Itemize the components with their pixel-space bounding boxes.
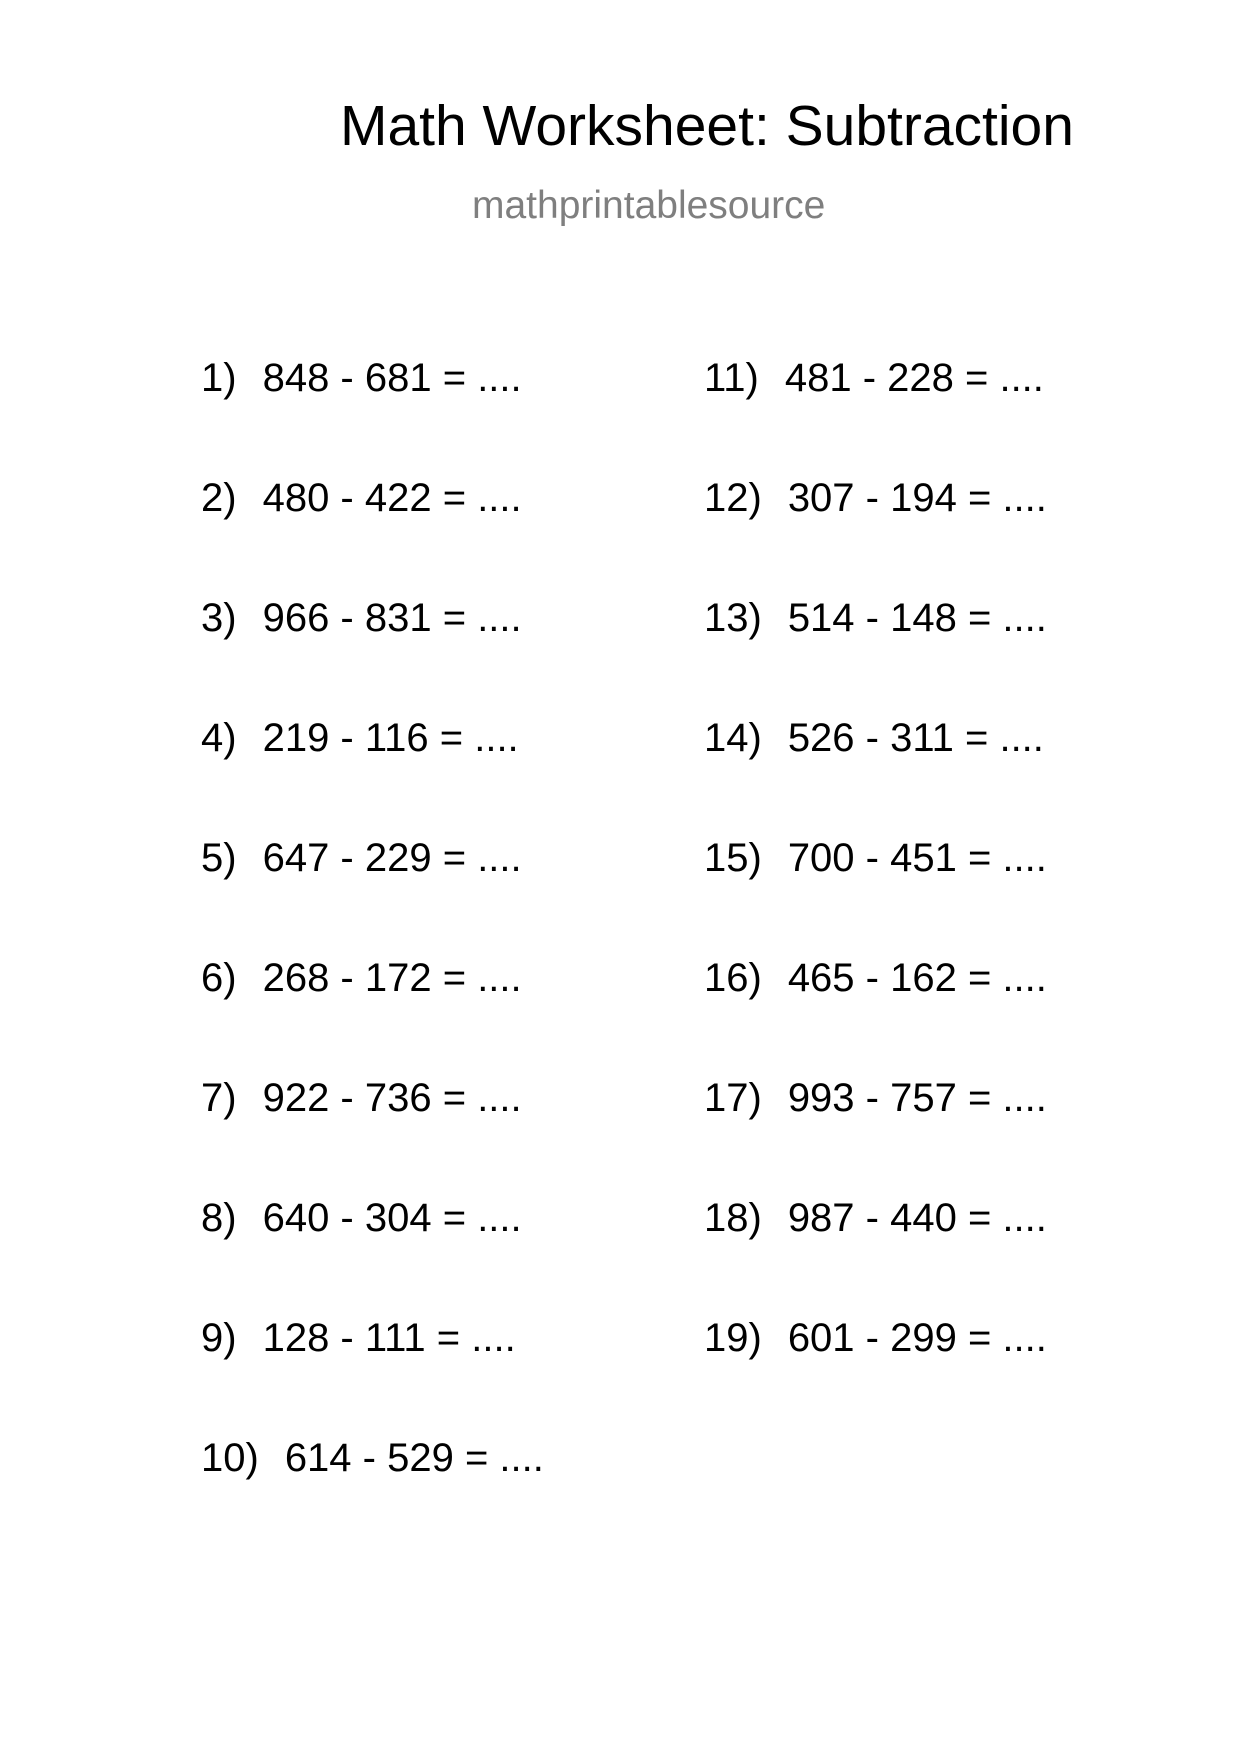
problem-expression: 128 - 111 = .... bbox=[262, 1316, 516, 1360]
problem-number: 18) bbox=[704, 1196, 762, 1240]
problem-number: 7) bbox=[201, 1076, 237, 1120]
problem-number: 14) bbox=[704, 716, 762, 760]
problem-expression: 993 - 757 = .... bbox=[787, 1076, 1047, 1120]
problem-item bbox=[704, 1198, 1047, 1238]
problem-item bbox=[201, 838, 522, 878]
problem-item bbox=[201, 958, 522, 998]
problem-item bbox=[201, 1318, 516, 1358]
problem-item bbox=[704, 358, 1044, 398]
problem-expression: 268 - 172 = .... bbox=[262, 956, 522, 1000]
problem-number: 9) bbox=[201, 1316, 237, 1360]
problem-expression: 614 - 529 = .... bbox=[284, 1436, 544, 1480]
problem-expression: 480 - 422 = .... bbox=[262, 476, 522, 520]
problem-item bbox=[704, 718, 1044, 758]
problem-expression: 647 - 229 = .... bbox=[262, 836, 522, 880]
problem-item bbox=[704, 478, 1047, 518]
problem-expression: 601 - 299 = .... bbox=[787, 1316, 1047, 1360]
problem-number: 10) bbox=[201, 1436, 259, 1480]
source-label: mathprintablesource bbox=[472, 184, 826, 227]
problem-expression: 481 - 228 = .... bbox=[784, 356, 1044, 400]
problem-expression: 987 - 440 = .... bbox=[787, 1196, 1047, 1240]
problem-item bbox=[201, 1078, 522, 1118]
problem-item bbox=[201, 1198, 522, 1238]
problem-number: 6) bbox=[201, 956, 237, 1000]
problem-expression: 640 - 304 = .... bbox=[262, 1196, 522, 1240]
problem-item bbox=[704, 1078, 1047, 1118]
problem-item bbox=[704, 838, 1047, 878]
problem-number: 16) bbox=[704, 956, 762, 1000]
problem-expression: 514 - 148 = .... bbox=[787, 596, 1047, 640]
problem-number: 8) bbox=[201, 1196, 237, 1240]
problem-expression: 219 - 116 = .... bbox=[262, 716, 519, 760]
problem-expression: 922 - 736 = .... bbox=[262, 1076, 522, 1120]
problem-item bbox=[201, 358, 522, 398]
problem-number: 5) bbox=[201, 836, 237, 880]
problem-item bbox=[201, 598, 522, 638]
problem-number: 13) bbox=[704, 596, 762, 640]
problem-expression: 848 - 681 = .... bbox=[262, 356, 522, 400]
problem-item bbox=[704, 958, 1047, 998]
problem-number: 11) bbox=[704, 356, 759, 400]
problem-item bbox=[201, 478, 522, 518]
problem-expression: 307 - 194 = .... bbox=[787, 476, 1047, 520]
problem-number: 19) bbox=[704, 1316, 762, 1360]
problem-number: 3) bbox=[201, 596, 237, 640]
problem-item bbox=[704, 598, 1047, 638]
problem-number: 2) bbox=[201, 476, 237, 520]
problem-expression: 526 - 311 = .... bbox=[787, 716, 1044, 760]
problem-expression: 465 - 162 = .... bbox=[787, 956, 1047, 1000]
problem-number: 1) bbox=[201, 356, 237, 400]
problem-number: 4) bbox=[201, 716, 237, 760]
problem-number: 17) bbox=[704, 1076, 762, 1120]
problem-number: 12) bbox=[704, 476, 762, 520]
problem-item bbox=[201, 1438, 544, 1478]
problem-number: 15) bbox=[704, 836, 762, 880]
problem-item bbox=[201, 718, 519, 758]
worksheet-title: Math Worksheet: Subtraction bbox=[340, 94, 1074, 158]
problem-expression: 966 - 831 = .... bbox=[262, 596, 522, 640]
problem-expression: 700 - 451 = .... bbox=[787, 836, 1047, 880]
problem-item bbox=[704, 1318, 1047, 1358]
